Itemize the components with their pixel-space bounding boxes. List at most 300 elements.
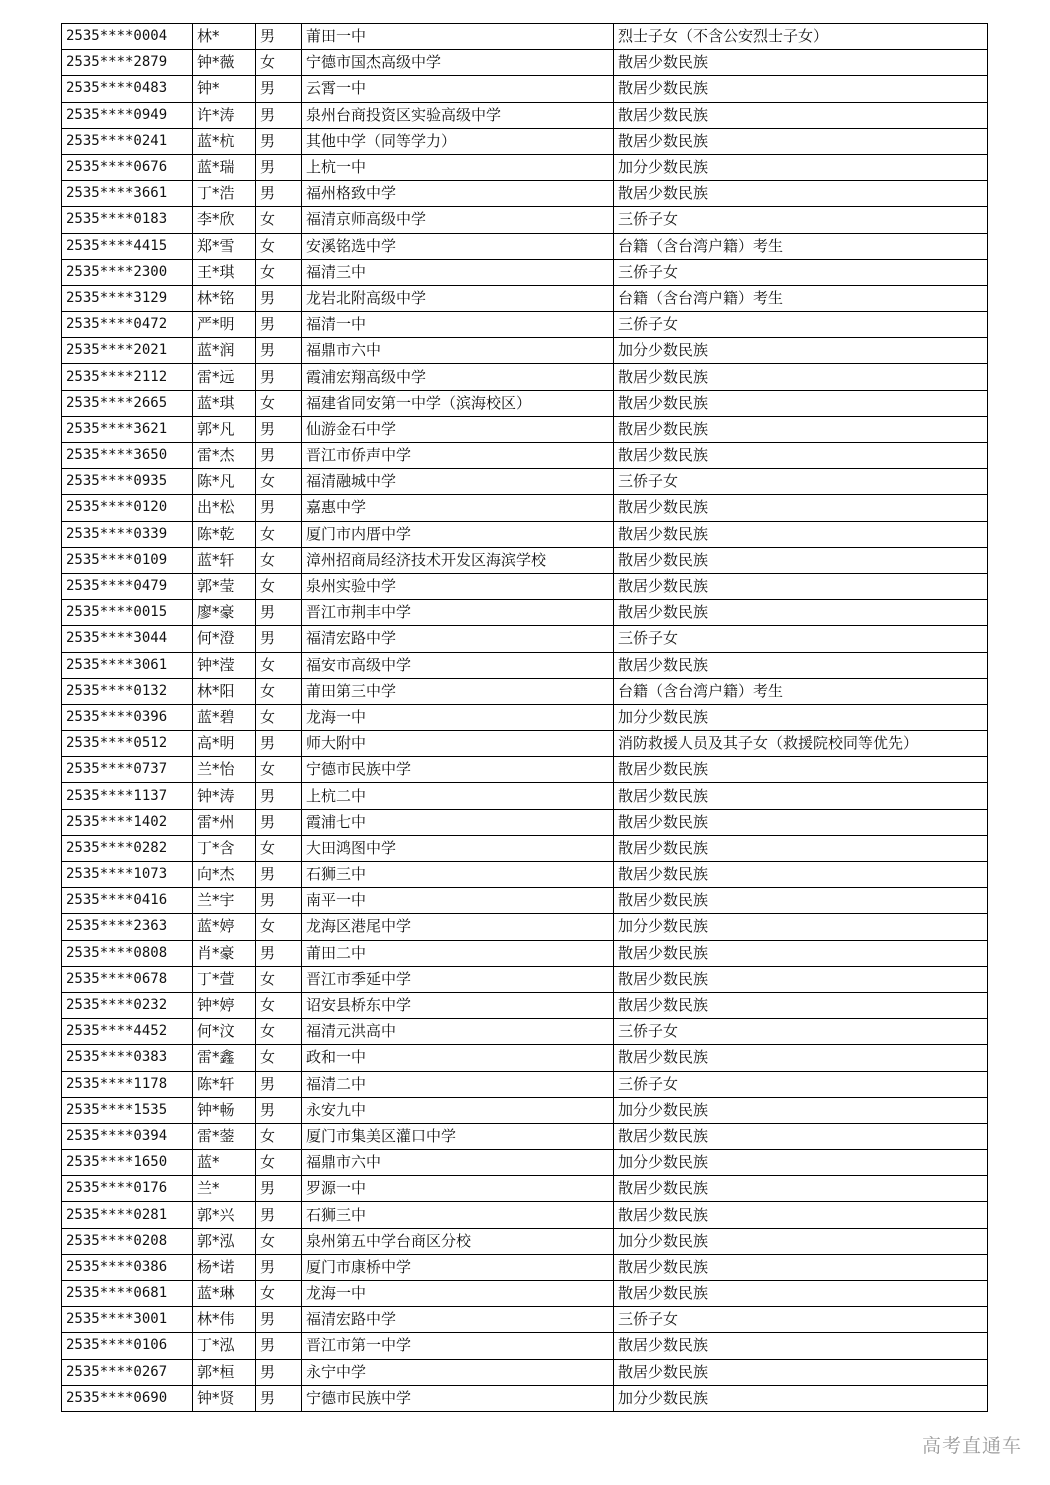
gender-cell: 男 — [256, 940, 302, 966]
school-cell: 晋江市季延中学 — [302, 966, 614, 992]
school-cell: 福州格致中学 — [302, 181, 614, 207]
school-cell: 福清三中 — [302, 259, 614, 285]
category-cell: 散居少数民族 — [614, 1045, 988, 1071]
school-cell: 霞浦宏翔高级中学 — [302, 364, 614, 390]
category-cell: 散居少数民族 — [614, 600, 988, 626]
gender-cell: 男 — [256, 1097, 302, 1123]
category-cell: 散居少数民族 — [614, 1123, 988, 1149]
candidate-id-cell: 2535****0512 — [62, 731, 193, 757]
gender-cell: 女 — [256, 547, 302, 573]
category-cell: 散居少数民族 — [614, 992, 988, 1018]
gender-cell: 男 — [256, 1359, 302, 1385]
gender-cell: 女 — [256, 914, 302, 940]
name-cell: 蓝*碧 — [193, 704, 256, 730]
school-cell: 龙海一中 — [302, 1281, 614, 1307]
table-row — [62, 940, 988, 966]
watermark-text: 高考直通车 — [921, 1435, 1022, 1457]
candidate-id-cell: 2535****0935 — [62, 469, 193, 495]
name-cell: 兰*宇 — [193, 888, 256, 914]
category-cell: 三侨子女 — [614, 1307, 988, 1333]
name-cell: 郭*凡 — [193, 416, 256, 442]
category-cell: 加分少数民族 — [614, 338, 988, 364]
gender-cell: 男 — [256, 600, 302, 626]
category-cell: 散居少数民族 — [614, 181, 988, 207]
table-row — [62, 495, 988, 521]
candidate-id-cell: 2535****0949 — [62, 102, 193, 128]
school-cell: 福清京师高级中学 — [302, 207, 614, 233]
table-row — [62, 1123, 988, 1149]
gender-cell: 女 — [256, 259, 302, 285]
name-cell: 肖*豪 — [193, 940, 256, 966]
candidate-id-cell: 2535****0690 — [62, 1385, 193, 1411]
name-cell: 蓝* — [193, 1150, 256, 1176]
name-cell: 林*伟 — [193, 1307, 256, 1333]
candidate-id-cell: 2535****4415 — [62, 233, 193, 259]
gender-cell: 女 — [256, 757, 302, 783]
candidate-id-cell: 2535****0737 — [62, 757, 193, 783]
category-cell: 三侨子女 — [614, 1019, 988, 1045]
gender-cell: 女 — [256, 992, 302, 1018]
table-row — [62, 443, 988, 469]
candidate-id-cell: 2535****3621 — [62, 416, 193, 442]
gender-cell: 男 — [256, 626, 302, 652]
candidate-id-cell: 2535****3129 — [62, 285, 193, 311]
gender-cell: 男 — [256, 443, 302, 469]
table-row — [62, 233, 988, 259]
gender-cell: 男 — [256, 24, 302, 50]
category-cell: 三侨子女 — [614, 469, 988, 495]
gender-cell: 男 — [256, 888, 302, 914]
school-cell: 龙海区港尾中学 — [302, 914, 614, 940]
name-cell: 郭*桓 — [193, 1359, 256, 1385]
gender-cell: 女 — [256, 50, 302, 76]
table-row — [62, 50, 988, 76]
school-cell: 福清一中 — [302, 312, 614, 338]
candidate-id-cell: 2535****0132 — [62, 678, 193, 704]
roster-table — [61, 23, 988, 1412]
table-row — [62, 1045, 988, 1071]
school-cell: 福清二中 — [302, 1071, 614, 1097]
gender-cell: 女 — [256, 1150, 302, 1176]
school-cell: 厦门市康桥中学 — [302, 1254, 614, 1280]
candidate-id-cell: 2535****0267 — [62, 1359, 193, 1385]
name-cell: 陈*凡 — [193, 469, 256, 495]
candidate-id-cell: 2535****0416 — [62, 888, 193, 914]
name-cell: 雷*州 — [193, 809, 256, 835]
gender-cell: 男 — [256, 285, 302, 311]
gender-cell: 男 — [256, 364, 302, 390]
category-cell: 散居少数民族 — [614, 495, 988, 521]
name-cell: 陈*轩 — [193, 1071, 256, 1097]
category-cell: 加分少数民族 — [614, 914, 988, 940]
name-cell: 钟*贤 — [193, 1385, 256, 1411]
name-cell: 丁*含 — [193, 835, 256, 861]
candidate-id-cell: 2535****0106 — [62, 1333, 193, 1359]
name-cell: 雷*蓥 — [193, 1123, 256, 1149]
table-row — [62, 888, 988, 914]
name-cell: 钟*涛 — [193, 783, 256, 809]
name-cell: 蓝*琪 — [193, 390, 256, 416]
candidate-id-cell: 2535****1402 — [62, 809, 193, 835]
category-cell: 加分少数民族 — [614, 1150, 988, 1176]
table-row — [62, 966, 988, 992]
table-row — [62, 1150, 988, 1176]
candidate-id-cell: 2535****0004 — [62, 24, 193, 50]
category-cell: 三侨子女 — [614, 312, 988, 338]
school-cell: 上杭一中 — [302, 154, 614, 180]
school-cell: 厦门市内厝中学 — [302, 521, 614, 547]
name-cell: 雷*杰 — [193, 443, 256, 469]
name-cell: 郭*莹 — [193, 573, 256, 599]
school-cell: 福鼎市六中 — [302, 338, 614, 364]
table-row — [62, 76, 988, 102]
candidate-id-cell: 2535****0383 — [62, 1045, 193, 1071]
gender-cell: 男 — [256, 128, 302, 154]
table-row — [62, 783, 988, 809]
candidate-id-cell: 2535****2021 — [62, 338, 193, 364]
candidate-id-cell: 2535****2112 — [62, 364, 193, 390]
table-row — [62, 835, 988, 861]
table-row — [62, 600, 988, 626]
school-cell: 上杭二中 — [302, 783, 614, 809]
table-row — [62, 259, 988, 285]
candidate-id-cell: 2535****0681 — [62, 1281, 193, 1307]
name-cell: 钟*畅 — [193, 1097, 256, 1123]
gender-cell: 女 — [256, 233, 302, 259]
name-cell: 兰*怡 — [193, 757, 256, 783]
gender-cell: 男 — [256, 731, 302, 757]
school-cell: 福清融城中学 — [302, 469, 614, 495]
table-row — [62, 390, 988, 416]
category-cell: 加分少数民族 — [614, 154, 988, 180]
name-cell: 蓝*婷 — [193, 914, 256, 940]
candidate-id-cell: 2535****3001 — [62, 1307, 193, 1333]
roster-body — [62, 24, 988, 1412]
category-cell: 三侨子女 — [614, 1071, 988, 1097]
candidate-id-cell: 2535****0678 — [62, 966, 193, 992]
candidate-id-cell: 2535****0339 — [62, 521, 193, 547]
name-cell: 雷*鑫 — [193, 1045, 256, 1071]
name-cell: 蓝*琳 — [193, 1281, 256, 1307]
table-row — [62, 809, 988, 835]
category-cell: 散居少数民族 — [614, 416, 988, 442]
category-cell: 加分少数民族 — [614, 1097, 988, 1123]
category-cell: 散居少数民族 — [614, 966, 988, 992]
candidate-id-cell: 2535****0120 — [62, 495, 193, 521]
school-cell: 福清元洪高中 — [302, 1019, 614, 1045]
table-row — [62, 1202, 988, 1228]
gender-cell: 女 — [256, 1123, 302, 1149]
gender-cell: 女 — [256, 652, 302, 678]
table-row — [62, 757, 988, 783]
category-cell: 散居少数民族 — [614, 757, 988, 783]
category-cell: 三侨子女 — [614, 259, 988, 285]
candidate-id-cell: 2535****0676 — [62, 154, 193, 180]
school-cell: 南平一中 — [302, 888, 614, 914]
school-cell: 泉州台商投资区实验高级中学 — [302, 102, 614, 128]
table-row — [62, 521, 988, 547]
table-row — [62, 1071, 988, 1097]
category-cell: 散居少数民族 — [614, 809, 988, 835]
name-cell: 许*涛 — [193, 102, 256, 128]
category-cell: 散居少数民族 — [614, 1202, 988, 1228]
candidate-id-cell: 2535****3650 — [62, 443, 193, 469]
school-cell: 大田鸿图中学 — [302, 835, 614, 861]
gender-cell: 男 — [256, 1176, 302, 1202]
gender-cell: 女 — [256, 469, 302, 495]
table-row — [62, 573, 988, 599]
school-cell: 福建省同安第一中学（滨海校区） — [302, 390, 614, 416]
name-cell: 林* — [193, 24, 256, 50]
table-row — [62, 652, 988, 678]
category-cell: 加分少数民族 — [614, 1228, 988, 1254]
gender-cell: 女 — [256, 704, 302, 730]
category-cell: 散居少数民族 — [614, 862, 988, 888]
name-cell: 钟*婷 — [193, 992, 256, 1018]
name-cell: 兰* — [193, 1176, 256, 1202]
gender-cell: 女 — [256, 835, 302, 861]
table-row — [62, 914, 988, 940]
gender-cell: 男 — [256, 338, 302, 364]
candidate-id-cell: 2535****1073 — [62, 862, 193, 888]
school-cell: 其他中学（同等学力） — [302, 128, 614, 154]
school-cell: 石狮三中 — [302, 1202, 614, 1228]
category-cell: 加分少数民族 — [614, 704, 988, 730]
name-cell: 高*明 — [193, 731, 256, 757]
candidate-id-cell: 2535****0282 — [62, 835, 193, 861]
school-cell: 莆田第三中学 — [302, 678, 614, 704]
candidate-id-cell: 2535****1650 — [62, 1150, 193, 1176]
school-cell: 诏安县桥东中学 — [302, 992, 614, 1018]
school-cell: 霞浦七中 — [302, 809, 614, 835]
gender-cell: 男 — [256, 181, 302, 207]
table-row — [62, 128, 988, 154]
category-cell: 散居少数民族 — [614, 128, 988, 154]
candidate-id-cell: 2535****0396 — [62, 704, 193, 730]
gender-cell: 男 — [256, 102, 302, 128]
gender-cell: 男 — [256, 783, 302, 809]
name-cell: 蓝*润 — [193, 338, 256, 364]
candidate-id-cell: 2535****1178 — [62, 1071, 193, 1097]
candidate-id-cell: 2535****3661 — [62, 181, 193, 207]
candidate-id-cell: 2535****1137 — [62, 783, 193, 809]
category-cell: 散居少数民族 — [614, 1176, 988, 1202]
school-cell: 安溪铭选中学 — [302, 233, 614, 259]
school-cell: 晋江市侨声中学 — [302, 443, 614, 469]
category-cell: 散居少数民族 — [614, 1254, 988, 1280]
school-cell: 龙海一中 — [302, 704, 614, 730]
candidate-id-cell: 2535****0479 — [62, 573, 193, 599]
category-cell: 散居少数民族 — [614, 50, 988, 76]
candidate-id-cell: 2535****0472 — [62, 312, 193, 338]
school-cell: 宁德市国杰高级中学 — [302, 50, 614, 76]
gender-cell: 男 — [256, 1254, 302, 1280]
candidate-id-cell: 2535****2300 — [62, 259, 193, 285]
school-cell: 福安市高级中学 — [302, 652, 614, 678]
table-row — [62, 312, 988, 338]
gender-cell: 女 — [256, 390, 302, 416]
gender-cell: 女 — [256, 573, 302, 599]
table-row — [62, 1307, 988, 1333]
table-row — [62, 469, 988, 495]
category-cell: 散居少数民族 — [614, 390, 988, 416]
category-cell: 散居少数民族 — [614, 940, 988, 966]
candidate-id-cell: 2535****0232 — [62, 992, 193, 1018]
gender-cell: 女 — [256, 1045, 302, 1071]
candidate-id-cell: 2535****0183 — [62, 207, 193, 233]
gender-cell: 女 — [256, 521, 302, 547]
table-row — [62, 678, 988, 704]
name-cell: 林*铭 — [193, 285, 256, 311]
category-cell: 台籍（含台湾户籍）考生 — [614, 285, 988, 311]
school-cell: 晋江市第一中学 — [302, 1333, 614, 1359]
school-cell: 晋江市荆丰中学 — [302, 600, 614, 626]
gender-cell: 男 — [256, 1385, 302, 1411]
gender-cell: 男 — [256, 1307, 302, 1333]
category-cell: 散居少数民族 — [614, 888, 988, 914]
gender-cell: 女 — [256, 1228, 302, 1254]
candidate-id-cell: 2535****0483 — [62, 76, 193, 102]
category-cell: 散居少数民族 — [614, 1359, 988, 1385]
candidate-id-cell: 2535****2665 — [62, 390, 193, 416]
table-row — [62, 547, 988, 573]
candidate-id-cell: 2535****0394 — [62, 1123, 193, 1149]
school-cell: 石狮三中 — [302, 862, 614, 888]
table-row — [62, 207, 988, 233]
table-row — [62, 862, 988, 888]
name-cell: 廖*豪 — [193, 600, 256, 626]
name-cell: 王*琪 — [193, 259, 256, 285]
name-cell: 蓝*杭 — [193, 128, 256, 154]
name-cell: 丁*萱 — [193, 966, 256, 992]
candidate-id-cell: 2535****0386 — [62, 1254, 193, 1280]
table-row — [62, 1333, 988, 1359]
name-cell: 蓝*瑞 — [193, 154, 256, 180]
candidate-id-cell: 2535****0208 — [62, 1228, 193, 1254]
table-row — [62, 1097, 988, 1123]
table-row — [62, 992, 988, 1018]
category-cell: 散居少数民族 — [614, 76, 988, 102]
table-row — [62, 1359, 988, 1385]
name-cell: 陈*乾 — [193, 521, 256, 547]
gender-cell: 女 — [256, 1281, 302, 1307]
school-cell: 罗源一中 — [302, 1176, 614, 1202]
candidate-id-cell: 2535****0808 — [62, 940, 193, 966]
category-cell: 散居少数民族 — [614, 443, 988, 469]
name-cell: 何*澄 — [193, 626, 256, 652]
table-row — [62, 24, 988, 50]
table-row — [62, 285, 988, 311]
school-cell: 宁德市民族中学 — [302, 757, 614, 783]
gender-cell: 男 — [256, 862, 302, 888]
candidate-id-cell: 2535****0109 — [62, 547, 193, 573]
candidate-id-cell: 2535****1535 — [62, 1097, 193, 1123]
name-cell: 李*欣 — [193, 207, 256, 233]
school-cell: 厦门市集美区灌口中学 — [302, 1123, 614, 1149]
school-cell: 莆田二中 — [302, 940, 614, 966]
name-cell: 钟*滢 — [193, 652, 256, 678]
gender-cell: 男 — [256, 76, 302, 102]
table-row — [62, 416, 988, 442]
category-cell: 三侨子女 — [614, 207, 988, 233]
category-cell: 散居少数民族 — [614, 364, 988, 390]
candidate-id-cell: 2535****3044 — [62, 626, 193, 652]
school-cell: 永安九中 — [302, 1097, 614, 1123]
name-cell: 郭*兴 — [193, 1202, 256, 1228]
school-cell: 嘉惠中学 — [302, 495, 614, 521]
candidate-id-cell: 2535****0281 — [62, 1202, 193, 1228]
school-cell: 永宁中学 — [302, 1359, 614, 1385]
name-cell: 林*阳 — [193, 678, 256, 704]
candidate-id-cell: 2535****3061 — [62, 652, 193, 678]
name-cell: 郑*雪 — [193, 233, 256, 259]
name-cell: 出*松 — [193, 495, 256, 521]
school-cell: 莆田一中 — [302, 24, 614, 50]
school-cell: 宁德市民族中学 — [302, 1385, 614, 1411]
gender-cell: 男 — [256, 416, 302, 442]
table-row — [62, 1281, 988, 1307]
name-cell: 钟* — [193, 76, 256, 102]
name-cell: 丁*泓 — [193, 1333, 256, 1359]
category-cell: 散居少数民族 — [614, 547, 988, 573]
category-cell: 散居少数民族 — [614, 573, 988, 599]
name-cell: 何*汶 — [193, 1019, 256, 1045]
gender-cell: 男 — [256, 495, 302, 521]
candidate-id-cell: 2535****4452 — [62, 1019, 193, 1045]
name-cell: 严*明 — [193, 312, 256, 338]
school-cell: 福鼎市六中 — [302, 1150, 614, 1176]
name-cell: 丁*浩 — [193, 181, 256, 207]
candidate-id-cell: 2535****0015 — [62, 600, 193, 626]
school-cell: 师大附中 — [302, 731, 614, 757]
category-cell: 散居少数民族 — [614, 783, 988, 809]
candidate-id-cell: 2535****0241 — [62, 128, 193, 154]
gender-cell: 女 — [256, 966, 302, 992]
gender-cell: 男 — [256, 312, 302, 338]
school-cell: 泉州实验中学 — [302, 573, 614, 599]
candidate-id-cell: 2535****0176 — [62, 1176, 193, 1202]
category-cell: 加分少数民族 — [614, 1385, 988, 1411]
gender-cell: 女 — [256, 207, 302, 233]
name-cell: 向*杰 — [193, 862, 256, 888]
school-cell: 龙岩北附高级中学 — [302, 285, 614, 311]
school-cell: 漳州招商局经济技术开发区海滨学校 — [302, 547, 614, 573]
candidate-id-cell: 2535****2879 — [62, 50, 193, 76]
gender-cell: 男 — [256, 809, 302, 835]
gender-cell: 男 — [256, 1071, 302, 1097]
school-cell: 云霄一中 — [302, 76, 614, 102]
table-row — [62, 364, 988, 390]
table-row — [62, 154, 988, 180]
category-cell: 烈士子女（不含公安烈士子女） — [614, 24, 988, 50]
table-row — [62, 1254, 988, 1280]
candidate-id-cell: 2535****2363 — [62, 914, 193, 940]
category-cell: 散居少数民族 — [614, 652, 988, 678]
category-cell: 散居少数民族 — [614, 835, 988, 861]
name-cell: 钟*薇 — [193, 50, 256, 76]
table-row — [62, 731, 988, 757]
category-cell: 散居少数民族 — [614, 521, 988, 547]
gender-cell: 男 — [256, 154, 302, 180]
category-cell: 散居少数民族 — [614, 1333, 988, 1359]
category-cell: 散居少数民族 — [614, 102, 988, 128]
table-row — [62, 338, 988, 364]
school-cell: 泉州第五中学台商区分校 — [302, 1228, 614, 1254]
name-cell: 蓝*轩 — [193, 547, 256, 573]
name-cell: 雷*远 — [193, 364, 256, 390]
table-row — [62, 1385, 988, 1411]
gender-cell: 男 — [256, 1202, 302, 1228]
